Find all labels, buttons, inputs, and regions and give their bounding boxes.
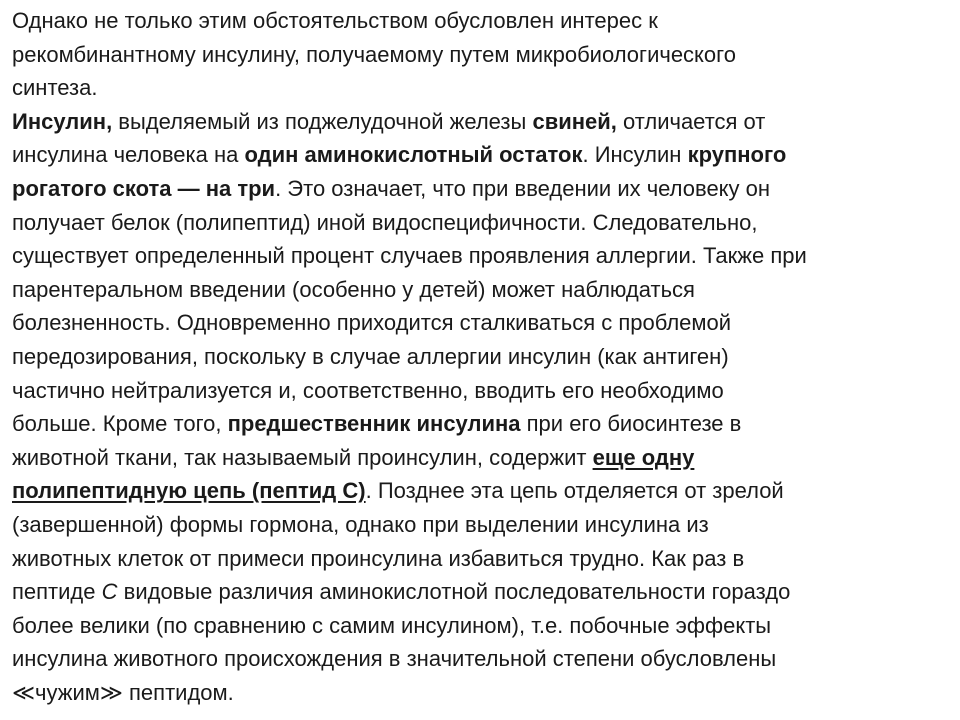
bold-term: крупного bbox=[687, 142, 787, 168]
bold-underlined-term: еще одну bbox=[592, 444, 695, 470]
text-line: инсулина животного происхождения в значительной степени обусловлены bbox=[12, 646, 777, 672]
text-line: синтеза. bbox=[12, 75, 98, 101]
text-line: болезненность. Одновременно приходится сталкиваться с проблемой bbox=[12, 310, 732, 336]
text-line: ≪чужим≫ пептидом. bbox=[12, 679, 234, 705]
text-line bbox=[12, 105, 952, 139]
text-run: выделяемый из поджелудочной железы bbox=[112, 108, 533, 134]
italic-term: С bbox=[101, 579, 118, 605]
text-line: частично нейтрализуется и, соответственно, вводить его необходимо bbox=[12, 377, 724, 403]
text-line: животных клеток от примеси проинсулина избавиться трудно. Как раз в bbox=[12, 545, 745, 571]
text-line: Однако не только этим обстоятельством обусловлен интерес к bbox=[12, 8, 658, 33]
bold-term: Инсулин, bbox=[12, 108, 113, 134]
text-run: больше. Кроме того, bbox=[12, 411, 228, 437]
text-run: пептиде bbox=[12, 579, 102, 605]
text-line: получает белок (полипептид) иной видоспецифичности. Следовательно, bbox=[12, 209, 758, 235]
text-line: (завершенной) формы гормона, однако при выделении инсулина из bbox=[12, 511, 709, 537]
text-run: видовые различия аминокислотной последовательности гораздо bbox=[117, 579, 791, 605]
text-line bbox=[12, 575, 952, 609]
text-run: инсулина человека на bbox=[12, 142, 245, 168]
text-line: передозирования, поскольку в случае аллергии инсулин (как антиген) bbox=[12, 343, 729, 369]
text-run: животной ткани, так называемый проинсулин, содержит bbox=[12, 444, 593, 470]
text-line: рекомбинантному инсулину, получаемому путем микробиологического bbox=[12, 41, 736, 67]
slide bbox=[12, 0, 952, 720]
text-line bbox=[12, 441, 952, 475]
text-run: отличается от bbox=[616, 108, 766, 134]
bold-underlined-term: полипептидную цепь (пептид С) bbox=[12, 478, 366, 504]
text-run: при его биосинтезе в bbox=[520, 411, 742, 437]
text-line bbox=[12, 407, 952, 441]
paragraph-1 bbox=[12, 4, 952, 105]
bold-term: предшественник инсулина bbox=[227, 411, 521, 437]
text-run: . Это означает, что при введении их человеку он bbox=[275, 175, 771, 201]
bold-term: рогатого скота — на три bbox=[12, 175, 276, 201]
text-run: . Инсулин bbox=[582, 142, 688, 168]
text-line: существует определенный процент случаев проявления аллергии. Также при bbox=[12, 243, 807, 269]
text-line bbox=[12, 172, 952, 206]
text-line bbox=[12, 474, 952, 508]
bold-term: свиней, bbox=[532, 108, 617, 134]
paragraph-2 bbox=[12, 105, 952, 710]
bold-term: один аминокислотный остаток bbox=[244, 142, 583, 168]
text-line: парентеральном введении (особенно у детей) может наблюдаться bbox=[12, 276, 695, 302]
text-line bbox=[12, 138, 952, 172]
text-line: более велики (по сравнению с самим инсулином), т.е. побочные эффекты bbox=[12, 612, 772, 638]
text-run: . Позднее эта цепь отделяется от зрелой bbox=[365, 478, 784, 504]
